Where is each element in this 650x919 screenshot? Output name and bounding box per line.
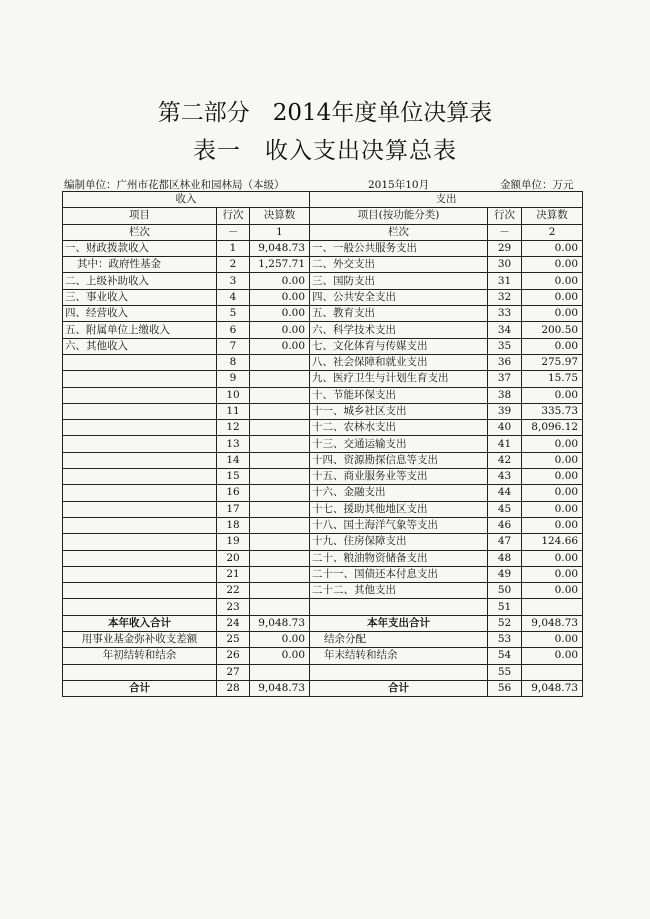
income-amount bbox=[250, 371, 310, 387]
income-header: 收入 bbox=[63, 192, 310, 208]
income-row-number: 4 bbox=[217, 289, 250, 305]
income-item-label bbox=[63, 501, 217, 517]
summary-row bbox=[63, 615, 583, 631]
summary-row bbox=[63, 632, 583, 648]
income-item-label bbox=[63, 403, 217, 419]
income-row-number: 8 bbox=[217, 354, 250, 370]
income-row-number: 25 bbox=[217, 632, 250, 648]
income-amount bbox=[250, 501, 310, 517]
expense-summary-label bbox=[310, 664, 488, 680]
income-amount: 0.00 bbox=[250, 306, 310, 322]
income-item-label: 五、附属单位上缴收入 bbox=[63, 322, 217, 338]
income-row-number: 18 bbox=[217, 517, 250, 533]
expense-item-label: 五、教育支出 bbox=[310, 306, 488, 322]
income-row-number: 3 bbox=[217, 273, 250, 289]
income-summary-label: 年初结转和结余 bbox=[63, 648, 217, 664]
expense-amount: 0.00 bbox=[522, 306, 583, 322]
income-row-number: 16 bbox=[217, 485, 250, 501]
income-item-label bbox=[63, 420, 217, 436]
income-item-label bbox=[63, 517, 217, 533]
expense-amount: 8,096.12 bbox=[522, 420, 583, 436]
expense-row-number: 48 bbox=[488, 550, 522, 566]
expense-item-label bbox=[310, 599, 488, 615]
income-row-number: 13 bbox=[217, 436, 250, 452]
income-amount: 9,048.73 bbox=[250, 615, 310, 631]
expense-row-number: 42 bbox=[488, 452, 522, 468]
income-amount bbox=[250, 354, 310, 370]
table-row bbox=[63, 338, 583, 354]
income-amount bbox=[250, 550, 310, 566]
expense-row-number: 34 bbox=[488, 322, 522, 338]
income-amount bbox=[250, 452, 310, 468]
table-row bbox=[63, 306, 583, 322]
expense-item-label: 九、医疗卫生与计划生育支出 bbox=[310, 371, 488, 387]
column-header-row bbox=[63, 208, 583, 224]
expense-row-number: 56 bbox=[488, 680, 522, 696]
table-row bbox=[63, 534, 583, 550]
expense-item-label: 七、文化体育与传媒支出 bbox=[310, 338, 488, 354]
income-item-label bbox=[63, 387, 217, 403]
income-summary-label: 用事业基金弥补收支差额 bbox=[63, 632, 217, 648]
income-lanci: 栏次 bbox=[63, 224, 217, 240]
expense-row-number: 46 bbox=[488, 517, 522, 533]
expense-amount-header: 决算数 bbox=[522, 208, 583, 224]
income-row-number: 28 bbox=[217, 680, 250, 696]
expense-amount: 275.97 bbox=[522, 354, 583, 370]
income-row-number: 19 bbox=[217, 534, 250, 550]
income-amount: 1,257.71 bbox=[250, 257, 310, 273]
table-row bbox=[63, 485, 583, 501]
expense-row-number: 41 bbox=[488, 436, 522, 452]
summary-row bbox=[63, 680, 583, 696]
expense-summary-label: 年末结转和结余 bbox=[310, 648, 488, 664]
expense-item-label: 十、节能环保支出 bbox=[310, 387, 488, 403]
table-row bbox=[63, 387, 583, 403]
section-header-row bbox=[63, 192, 583, 208]
income-row-number: 6 bbox=[217, 322, 250, 338]
income-amount bbox=[250, 485, 310, 501]
currency-unit: 金额单位：万元 bbox=[500, 179, 574, 191]
income-row-number: 22 bbox=[217, 583, 250, 599]
expense-item-label: 十九、住房保障支出 bbox=[310, 534, 488, 550]
income-row-number: 1 bbox=[217, 240, 250, 256]
expense-lanci: 栏次 bbox=[310, 224, 488, 240]
expense-amount: 0.00 bbox=[522, 583, 583, 599]
expense-item-label: 十八、国土海洋气象等支出 bbox=[310, 517, 488, 533]
expense-amount: 200.50 bbox=[522, 322, 583, 338]
expense-row-number: 35 bbox=[488, 338, 522, 354]
income-amount bbox=[250, 534, 310, 550]
expense-amount: 335.73 bbox=[522, 403, 583, 419]
table-row bbox=[63, 550, 583, 566]
income-row-number: 23 bbox=[217, 599, 250, 615]
income-amount: 0.00 bbox=[250, 289, 310, 305]
expense-item-label: 三、国防支出 bbox=[310, 273, 488, 289]
income-item-label bbox=[63, 550, 217, 566]
expense-row-number: 32 bbox=[488, 289, 522, 305]
report-date: 2015年10月 bbox=[368, 179, 430, 191]
expense-item-label: 六、科学技术支出 bbox=[310, 322, 488, 338]
income-amount: 9,048.73 bbox=[250, 240, 310, 256]
expense-row-number: 44 bbox=[488, 485, 522, 501]
income-item-label bbox=[63, 485, 217, 501]
income-item-label bbox=[63, 599, 217, 615]
expense-amount: 124.66 bbox=[522, 534, 583, 550]
expense-amount: 0.00 bbox=[522, 469, 583, 485]
income-amount: 9,048.73 bbox=[250, 680, 310, 696]
expense-row-number: 40 bbox=[488, 420, 522, 436]
expense-amount: 0.00 bbox=[522, 338, 583, 354]
expense-row-number: 37 bbox=[488, 371, 522, 387]
table-row bbox=[63, 257, 583, 273]
income-row-number: 12 bbox=[217, 420, 250, 436]
expense-item-label: 十六、金融支出 bbox=[310, 485, 488, 501]
expense-row-number: 43 bbox=[488, 469, 522, 485]
expense-summary-label: 结余分配 bbox=[310, 632, 488, 648]
income-summary-label bbox=[63, 664, 217, 680]
expense-item-label: 十七、援助其他地区支出 bbox=[310, 501, 488, 517]
expense-row-number: 53 bbox=[488, 632, 522, 648]
income-amount: 0.00 bbox=[250, 632, 310, 648]
income-item-label: 六、其他收入 bbox=[63, 338, 217, 354]
expense-item-label: 十五、商业服务业等支出 bbox=[310, 469, 488, 485]
income-row-number: 17 bbox=[217, 501, 250, 517]
expense-row-number: 54 bbox=[488, 648, 522, 664]
income-amount bbox=[250, 387, 310, 403]
expense-row-number: 31 bbox=[488, 273, 522, 289]
expense-amount: 0.00 bbox=[522, 501, 583, 517]
expense-row-number: 55 bbox=[488, 664, 522, 680]
expense-amount: 0.00 bbox=[522, 632, 583, 648]
income-item-label bbox=[63, 436, 217, 452]
expense-amount: 0.00 bbox=[522, 566, 583, 582]
expense-amount: 0.00 bbox=[522, 257, 583, 273]
table-row bbox=[63, 240, 583, 256]
expense-amount: 0.00 bbox=[522, 387, 583, 403]
expense-item-label: 八、社会保障和就业支出 bbox=[310, 354, 488, 370]
expense-amount: 9,048.73 bbox=[522, 680, 583, 696]
income-summary-label: 本年收入合计 bbox=[63, 615, 217, 631]
income-amount bbox=[250, 664, 310, 680]
income-row-number: 14 bbox=[217, 452, 250, 468]
income-item-label bbox=[63, 452, 217, 468]
expense-item-label: 四、公共安全支出 bbox=[310, 289, 488, 305]
expense-amount bbox=[522, 664, 583, 680]
income-amount bbox=[250, 566, 310, 582]
income-amount: 0.00 bbox=[250, 322, 310, 338]
income-row-number: 20 bbox=[217, 550, 250, 566]
income-item-label bbox=[63, 371, 217, 387]
table-row bbox=[63, 371, 583, 387]
income-amount: 0.00 bbox=[250, 338, 310, 354]
expense-amount: 0.00 bbox=[522, 517, 583, 533]
table-row bbox=[63, 452, 583, 468]
income-row-number: 9 bbox=[217, 371, 250, 387]
income-row-number: 11 bbox=[217, 403, 250, 419]
expense-amount: 9,048.73 bbox=[522, 615, 583, 631]
table-title: 表一 收入支出决算总表 bbox=[193, 138, 457, 164]
table-row bbox=[63, 599, 583, 615]
income-item-label: 二、上级补助收入 bbox=[63, 273, 217, 289]
income-item-label: 其中：政府性基金 bbox=[63, 257, 217, 273]
income-item-label bbox=[63, 354, 217, 370]
income-item-label bbox=[63, 583, 217, 599]
income-amount bbox=[250, 599, 310, 615]
income-rowno-header: 行次 bbox=[217, 208, 250, 224]
expense-summary-label: 合计 bbox=[310, 680, 488, 696]
income-row-number: 2 bbox=[217, 257, 250, 273]
table-row bbox=[63, 322, 583, 338]
income-item-label bbox=[63, 469, 217, 485]
income-col-number: 1 bbox=[250, 224, 310, 240]
budget-table bbox=[62, 191, 583, 697]
table-row bbox=[63, 583, 583, 599]
table-row bbox=[63, 501, 583, 517]
compiling-unit: 编制单位：广州市花都区林业和园林局（本级） bbox=[64, 179, 285, 191]
income-row-number: 15 bbox=[217, 469, 250, 485]
expense-row-number: 45 bbox=[488, 501, 522, 517]
page-title: 第二部分 2014年度单位决算表 bbox=[157, 100, 493, 126]
expense-header: 支出 bbox=[310, 192, 583, 208]
table-row bbox=[63, 436, 583, 452]
income-item-header: 项目 bbox=[63, 208, 217, 224]
expense-amount: 0.00 bbox=[522, 240, 583, 256]
income-item-label: 四、经营收入 bbox=[63, 306, 217, 322]
income-item-label bbox=[63, 534, 217, 550]
income-row-number: 7 bbox=[217, 338, 250, 354]
expense-item-header: 项目(按功能分类) bbox=[310, 208, 488, 224]
table-row bbox=[63, 517, 583, 533]
income-amount bbox=[250, 420, 310, 436]
income-row-number: 5 bbox=[217, 306, 250, 322]
income-item-label: 一、财政拨款收入 bbox=[63, 240, 217, 256]
expense-item-label: 二十二、其他支出 bbox=[310, 583, 488, 599]
expense-amount: 0.00 bbox=[522, 452, 583, 468]
table-row bbox=[63, 273, 583, 289]
table-row bbox=[63, 403, 583, 419]
income-amount: 0.00 bbox=[250, 273, 310, 289]
table-row bbox=[63, 420, 583, 436]
expense-row-number: 33 bbox=[488, 306, 522, 322]
table-row bbox=[63, 469, 583, 485]
lanci-row bbox=[63, 224, 583, 240]
income-row-number: 24 bbox=[217, 615, 250, 631]
income-amount-header: 决算数 bbox=[250, 208, 310, 224]
expense-col-number: 2 bbox=[522, 224, 583, 240]
expense-amount: 0.00 bbox=[522, 273, 583, 289]
expense-row-number: 50 bbox=[488, 583, 522, 599]
expense-item-label: 一、一般公共服务支出 bbox=[310, 240, 488, 256]
expense-row-number: 49 bbox=[488, 566, 522, 582]
table-row bbox=[63, 354, 583, 370]
expense-item-label: 十三、交通运输支出 bbox=[310, 436, 488, 452]
income-amount bbox=[250, 583, 310, 599]
expense-row-number: 30 bbox=[488, 257, 522, 273]
income-amount bbox=[250, 517, 310, 533]
expense-item-label: 十二、农林水支出 bbox=[310, 420, 488, 436]
expense-row-number: 47 bbox=[488, 534, 522, 550]
expense-amount: 15.75 bbox=[522, 371, 583, 387]
expense-row-number: 39 bbox=[488, 403, 522, 419]
expense-item-label: 二十一、国债还本付息支出 bbox=[310, 566, 488, 582]
expense-rowno-header: 行次 bbox=[488, 208, 522, 224]
expense-row-number: 51 bbox=[488, 599, 522, 615]
income-amount: 0.00 bbox=[250, 648, 310, 664]
expense-amount: 0.00 bbox=[522, 648, 583, 664]
expense-amount: 0.00 bbox=[522, 436, 583, 452]
income-row-number: 21 bbox=[217, 566, 250, 582]
expense-lanci-dash: － bbox=[488, 224, 522, 240]
expense-item-label: 十四、资源勘探信息等支出 bbox=[310, 452, 488, 468]
expense-summary-label: 本年支出合计 bbox=[310, 615, 488, 631]
expense-amount bbox=[522, 599, 583, 615]
expense-row-number: 52 bbox=[488, 615, 522, 631]
expense-row-number: 29 bbox=[488, 240, 522, 256]
expense-amount: 0.00 bbox=[522, 485, 583, 501]
income-amount bbox=[250, 403, 310, 419]
expense-row-number: 36 bbox=[488, 354, 522, 370]
expense-row-number: 38 bbox=[488, 387, 522, 403]
income-row-number: 10 bbox=[217, 387, 250, 403]
income-summary-label: 合计 bbox=[63, 680, 217, 696]
income-amount bbox=[250, 436, 310, 452]
expense-item-label: 二、外交支出 bbox=[310, 257, 488, 273]
income-amount bbox=[250, 469, 310, 485]
table-row bbox=[63, 289, 583, 305]
income-lanci-dash: － bbox=[217, 224, 250, 240]
expense-amount: 0.00 bbox=[522, 550, 583, 566]
summary-row bbox=[63, 648, 583, 664]
income-item-label bbox=[63, 566, 217, 582]
summary-row bbox=[63, 664, 583, 680]
income-item-label: 三、事业收入 bbox=[63, 289, 217, 305]
expense-amount: 0.00 bbox=[522, 289, 583, 305]
expense-item-label: 二十、粮油物资储备支出 bbox=[310, 550, 488, 566]
table-row bbox=[63, 566, 583, 582]
income-row-number: 27 bbox=[217, 664, 250, 680]
income-row-number: 26 bbox=[217, 648, 250, 664]
expense-item-label: 十一、城乡社区支出 bbox=[310, 403, 488, 419]
